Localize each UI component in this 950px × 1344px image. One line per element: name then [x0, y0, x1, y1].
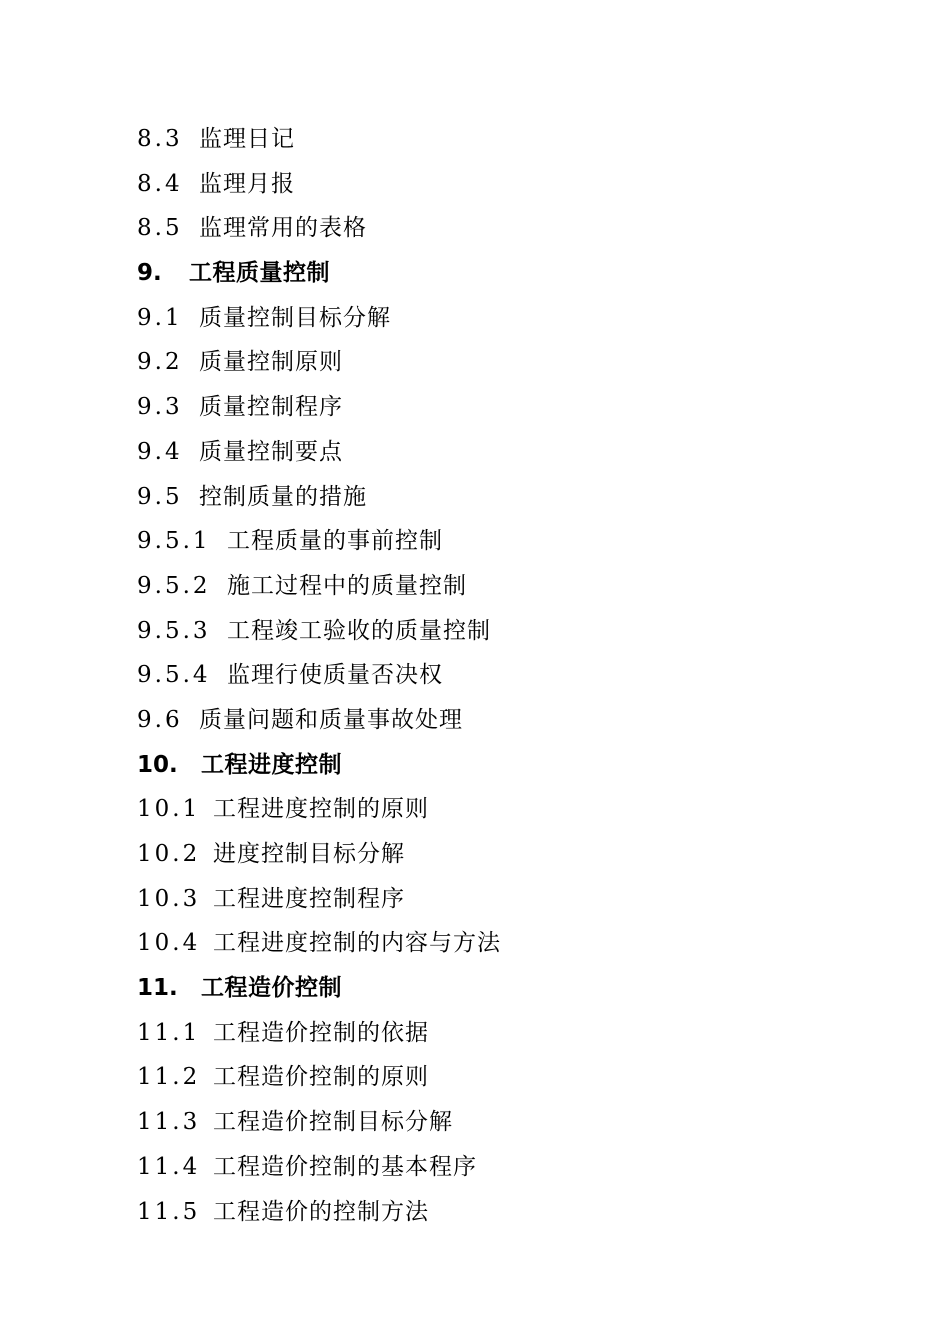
toc-number: 11.1	[137, 1019, 201, 1046]
toc-entry-9-5-4	[137, 653, 897, 698]
toc-number: 8.5	[137, 215, 183, 242]
toc-entry-11-5	[137, 1190, 897, 1235]
toc-number: 9.4	[137, 438, 183, 465]
toc-title: 工程进度控制	[201, 751, 342, 778]
toc-chapter-11	[137, 966, 897, 1011]
toc-title: 进度控制目标分解	[213, 841, 405, 867]
toc-number: 10.3	[137, 885, 201, 912]
toc-title: 监理行使质量否决权	[227, 662, 443, 689]
toc-number: 11.2	[137, 1064, 201, 1091]
toc-title: 监理月报	[199, 170, 295, 197]
toc-number: 8.3	[137, 126, 183, 152]
toc-number: 10.	[137, 751, 178, 778]
toc-entry-10-4	[137, 921, 897, 966]
toc-title: 工程造价控制目标分解	[213, 1109, 453, 1136]
toc-entry-9-5	[137, 475, 897, 520]
toc-title: 工程质量控制	[189, 260, 330, 287]
toc-entry-11-2	[137, 1055, 897, 1100]
toc-title: 工程进度控制程序	[213, 885, 405, 912]
toc-number: 11.4	[137, 1153, 201, 1180]
toc-title: 监理日记	[199, 126, 295, 152]
toc-title: 工程造价控制	[201, 975, 342, 1002]
toc-entry-9-4	[137, 430, 897, 475]
toc-number: 9.5.4	[137, 662, 211, 689]
toc-number: 11.5	[137, 1198, 201, 1225]
toc-title: 工程造价控制的依据	[213, 1019, 429, 1046]
toc-entry-11-1	[137, 1011, 897, 1056]
toc-title: 质量控制目标分解	[199, 304, 391, 331]
toc-entry-11-3	[137, 1100, 897, 1145]
toc-number: 8.4	[137, 170, 183, 197]
toc-entry-10-3	[137, 877, 897, 922]
toc-number: 9.6	[137, 706, 183, 733]
toc-number: 9.5.2	[137, 572, 211, 599]
toc-number: 10.4	[137, 930, 201, 957]
toc-title: 工程进度控制的内容与方法	[213, 930, 501, 957]
toc-entry-9-1	[137, 296, 897, 341]
toc-title: 工程造价控制的原则	[213, 1064, 429, 1091]
toc-number: 9.5.3	[137, 617, 211, 644]
toc-number: 9.2	[137, 349, 183, 376]
toc-number: 11.	[137, 975, 178, 1002]
toc-number: 9.1	[137, 304, 183, 331]
table-of-contents	[137, 117, 897, 1234]
toc-chapter-9	[137, 251, 897, 296]
toc-chapter-10	[137, 743, 897, 788]
toc-entry-9-5-3	[137, 609, 897, 654]
toc-title: 控制质量的措施	[199, 483, 367, 510]
toc-entry-11-4	[137, 1145, 897, 1190]
toc-number: 10.2	[137, 841, 201, 867]
toc-number: 11.3	[137, 1109, 201, 1136]
toc-number: 9.5.1	[137, 528, 211, 555]
toc-title: 施工过程中的质量控制	[227, 572, 467, 599]
toc-title: 工程竣工验收的质量控制	[227, 617, 491, 644]
toc-entry-10-2	[137, 832, 897, 877]
toc-title: 质量控制程序	[199, 394, 343, 421]
toc-number: 10.1	[137, 796, 201, 823]
toc-number: 9.	[137, 260, 162, 287]
toc-title: 监理常用的表格	[199, 215, 367, 242]
toc-entry-9-5-2	[137, 564, 897, 609]
toc-entry-9-5-1	[137, 519, 897, 564]
toc-title: 质量问题和质量事故处理	[199, 706, 463, 733]
toc-entry-8-5	[137, 206, 897, 251]
toc-entry-10-1	[137, 787, 897, 832]
toc-entry-9-6	[137, 698, 897, 743]
toc-entry-9-2	[137, 340, 897, 385]
toc-title: 工程进度控制的原则	[213, 796, 429, 823]
toc-title: 工程造价控制的基本程序	[213, 1153, 477, 1180]
toc-title: 工程造价的控制方法	[213, 1198, 429, 1225]
toc-entry-9-3	[137, 385, 897, 430]
toc-entry-8-3	[137, 117, 897, 162]
toc-entry-8-4	[137, 162, 897, 207]
toc-number: 9.3	[137, 394, 183, 421]
toc-title: 质量控制要点	[199, 438, 343, 465]
toc-title: 工程质量的事前控制	[227, 528, 443, 555]
toc-number: 9.5	[137, 483, 183, 510]
toc-title: 质量控制原则	[199, 349, 343, 376]
